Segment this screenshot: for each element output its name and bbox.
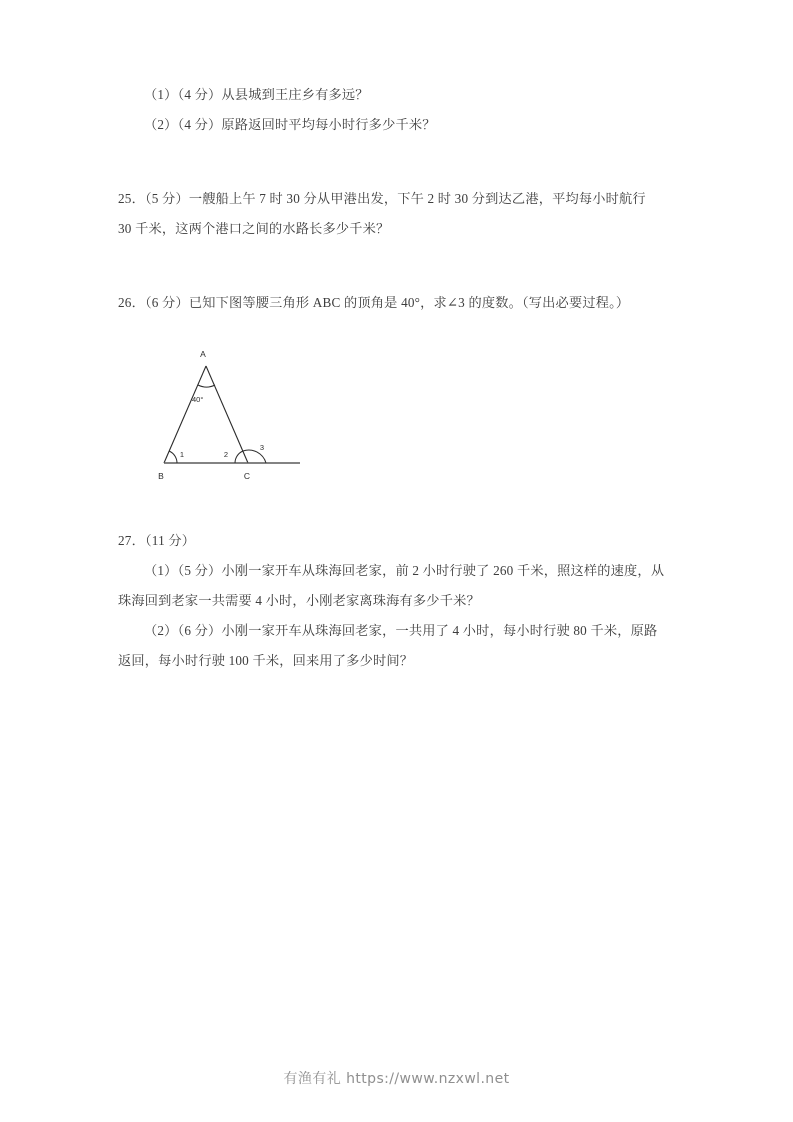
question-line: （1）（4 分）从县城到王庄乡有多远？ [144,87,369,102]
question-24-continued [118,80,674,140]
question-line: 珠海回到老家一共需要 4 小时，小刚老家离珠海有多少千米？ [118,593,480,608]
question-line: （2）（4 分）原路返回时平均每小时行多少千米？ [144,117,436,132]
angle-2-arc [235,451,243,463]
vertex-label-c: C [243,471,251,481]
triangle-side-ac [206,366,248,463]
figure-container [118,340,674,492]
angle-3-arc [243,450,266,463]
block-spacer [118,140,674,184]
isosceles-triangle-diagram [140,340,340,490]
question-25 [118,184,674,244]
vertex-label-b: B [158,471,164,481]
question-line: 30 千米，这两个港口之间的水路长多少千米？ [118,221,390,236]
block-spacer [118,318,674,340]
question-line: 返回，每小时行驶 100 千米，回来用了多少时间？ [118,653,414,668]
angle-3-label: 3 [259,443,265,452]
question-line: 26．（6 分）已知下图等腰三角形 ABC 的顶角是 40°，求∠3 的度数。（写出必要过程。） [118,295,630,310]
angle-1-arc [169,451,177,463]
watermark-brand: 有渔有礼 [283,1071,342,1087]
question-26 [118,288,674,318]
watermark-url: https://www.nzxwl.net [346,1071,510,1087]
block-spacer [118,244,674,288]
triangle-side-ab [164,366,206,463]
question-line: 27．（11 分） [118,533,196,548]
angle-2-label: 2 [223,450,229,459]
vertex-label-a: A [200,349,206,359]
footer-watermark [0,1068,793,1088]
question-content [118,80,674,676]
question-27 [118,526,674,676]
block-spacer [118,492,674,526]
apex-angle-arc [198,385,215,387]
question-line: 25．（5 分）一艘船上午 7 时 30 分从甲港出发，下午 2 时 30 分到达乙港，平均每小时航行 [118,191,646,206]
question-line: （2）（6 分）小刚一家开车从珠海回老家，一共用了 4 小时，每小时行驶 80 千米，原路 [144,623,658,638]
angle-1-label: 1 [179,450,185,459]
apex-angle-label: 40° [192,395,204,404]
question-line: （1）（5 分）小刚一家开车从珠海回老家，前 2 小时行驶了 260 千米，照这样的速度，从 [144,563,665,578]
